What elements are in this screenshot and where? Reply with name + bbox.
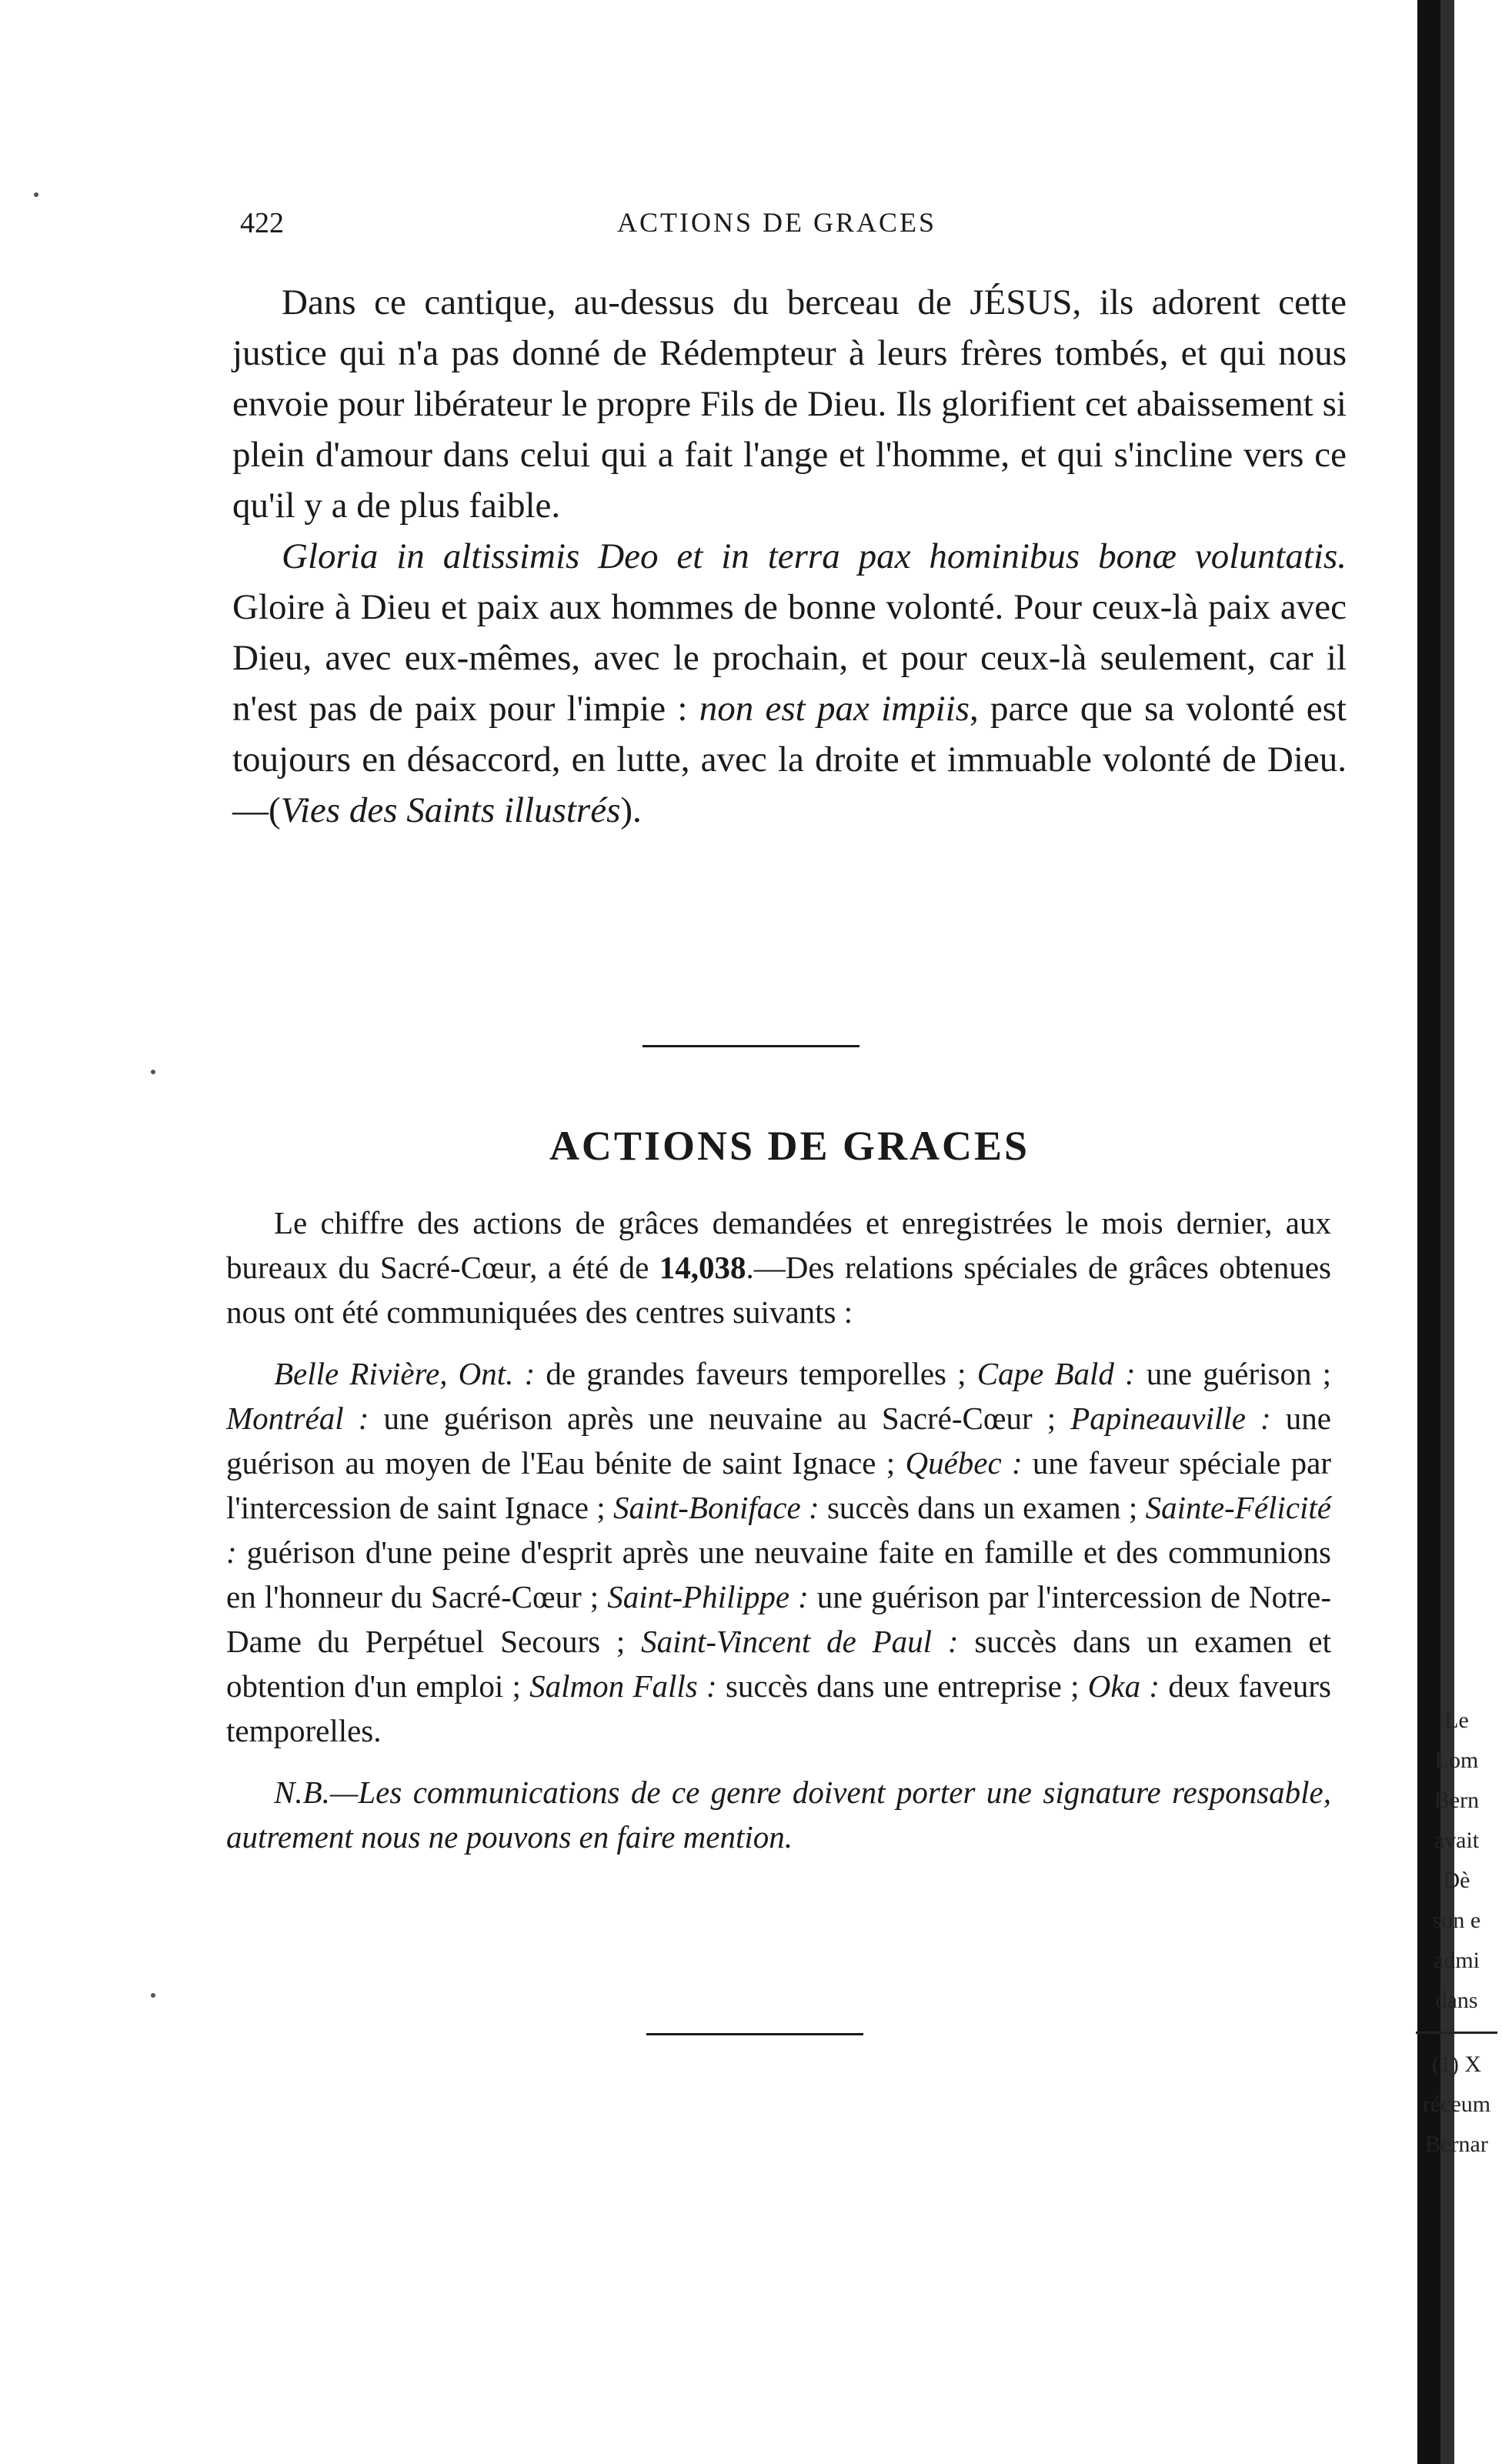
source-citation: Vies des Saints illustrés	[280, 790, 621, 830]
intro-paragraph: Le chiffre des actions de grâces demandées et enregistrées le mois dernier, aux bureaux du Sacré-Cœur, a été de 14,038.—Des relations spéciales de grâces obtenues nous ont été communiquées des centres suivants :	[226, 1205, 1331, 1330]
place-name: Saint-Vincent de Paul :	[641, 1624, 959, 1659]
article-body	[232, 277, 1347, 836]
fragment-word: réceum	[1422, 2092, 1491, 2117]
fragment-word: Bernar	[1425, 2132, 1488, 2157]
scan-speck	[34, 192, 38, 197]
place-name: Belle Rivière, Ont. :	[274, 1356, 536, 1391]
fragment-word: (1) X	[1431, 2052, 1482, 2077]
scan-speck	[151, 1070, 155, 1074]
latin-quote: Gloria in altissimis Deo et in terra pax hominibus bonæ voluntatis.	[282, 536, 1347, 576]
scan-speck	[151, 1993, 155, 1998]
latin-quote-2: non est pax impiis	[699, 689, 970, 729]
section-title: ACTIONS DE GRACES	[549, 1123, 1030, 1169]
fragment-word: son e	[1432, 1908, 1481, 1933]
section-body	[226, 1200, 1331, 1876]
paragraph-2: Gloria in altissimis Deo et in terra pax hominibus bonæ voluntatis. Gloire à Dieu et paix aux hommes de bonne volonté. Pour ceux-là paix avec Dieu, avec eux-mêmes, avec le prochain, et pour ceux-là seulement, car il n'est pas de paix pour l'impie : non est pax impiis, parce que sa volonté est toujours en désaccord, en lutte, avec la droite et immuable volonté de Dieu.—(Vies des Saints illustrés).	[232, 536, 1347, 830]
running-head	[240, 206, 1010, 252]
place-name: Papineauville :	[1070, 1401, 1271, 1436]
fragment-word: Lom	[1434, 1748, 1479, 1773]
place-name: Cape Bald :	[976, 1356, 1136, 1391]
place-name: Saint-Boniface :	[613, 1490, 819, 1525]
places-paragraph: Belle Rivière, Ont. : de grandes faveurs temporelles ; Cape Bald : une guérison ; Montréal : une guérison après une neuvaine au Sacré-Cœur ; Papineauville : une guérison au moyen de l'Eau bénite de saint Ignace ; Québec : une faveur spéciale par l'intercession de saint Ignace ; Saint-Boniface : succès dans un examen ; Sainte-Félicité : guérison d'une peine d'esprit après une neuvaine faite en famille et des communions en l'honneur du Sacré-Cœur ; Saint-Philippe : une guérison par l'intercession de Notre-Dame du Perpétuel Secours ; Saint-Vincent de Paul : succès dans un examen et obtention d'un emploi ; Salmon Falls : succès dans une entreprise ; Oka : deux faveurs temporelles.	[226, 1356, 1332, 1748]
place-name: Sainte-Félicité :	[226, 1490, 1331, 1570]
fragment-word: dans	[1435, 1988, 1478, 2013]
fragment-word: Dè	[1443, 1868, 1470, 1893]
note-label: N.B.	[274, 1775, 330, 1810]
fragment-word: avait	[1434, 1828, 1480, 1853]
place-name: Montréal :	[226, 1401, 369, 1436]
fragment-word: admi	[1434, 1948, 1480, 1973]
place-name: Saint-Philippe :	[607, 1579, 809, 1614]
fragment-word: Bern	[1434, 1788, 1480, 1813]
closing-rule	[646, 2033, 863, 2035]
fragment-word: Le	[1444, 1708, 1469, 1733]
note-text: —Les communications de ce genre doivent porter une signature responsable, autrement nous ne pouvons en faire mention.	[226, 1775, 1331, 1855]
place-name: Salmon Falls :	[529, 1668, 717, 1704]
page-number: 422	[240, 207, 284, 239]
paragraph-1: Dans ce cantique, au-dessus du berceau de JÉSUS, ils adorent cette justice qui n'a pas donné de Rédempteur à leurs frères tombés, et qui nous envoie pour libérateur le propre Fils de Dieu. Ils glorifient cet abaissement si plein d'amour dans celui qui a fait l'ange et l'homme, et qui s'incline vers ce qu'il y a de plus faible.	[232, 282, 1347, 526]
note-paragraph	[226, 1770, 1331, 1859]
fragment-rule	[1416, 2032, 1497, 2034]
adjacent-page-fragment	[1411, 1701, 1502, 2165]
place-name: Oka :	[1087, 1668, 1160, 1704]
separator-rule	[643, 1045, 859, 1047]
running-title: ACTIONS DE GRACES	[617, 207, 937, 238]
count-number: 14,038	[659, 1250, 746, 1285]
place-name: Québec :	[905, 1445, 1023, 1481]
